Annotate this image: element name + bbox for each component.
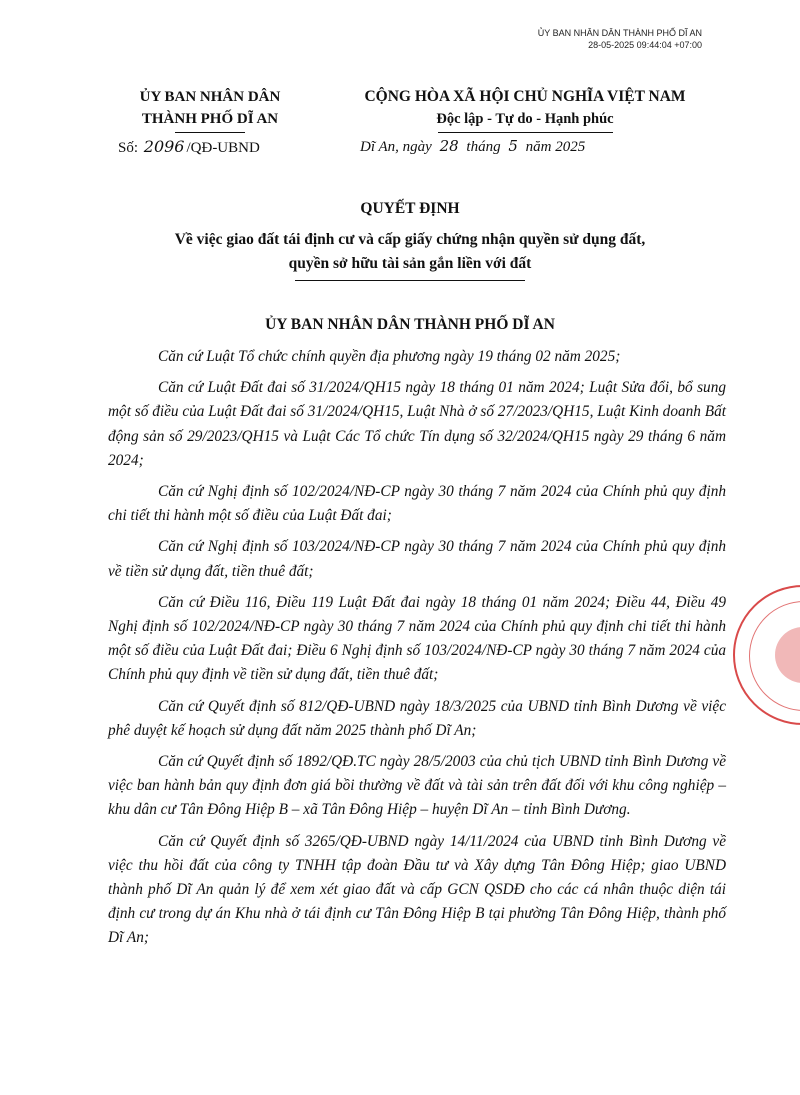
document-number (118, 137, 260, 157)
number-prefix: Số: (118, 140, 139, 156)
official-seal (733, 585, 800, 725)
legal-basis-paragraph: Căn cứ Quyết định số 812/QĐ-UBND ngày 18/3/2025 của UBND tỉnh Bình Dương về việc phê duyệt kế hoạch sử dụng đất năm 2025 thành phố Dĩ An; (108, 697, 726, 739)
legal-bases (108, 345, 726, 958)
legal-basis-paragraph: Căn cứ Nghị định số 102/2024/NĐ-CP ngày 30 tháng 7 năm 2024 của Chính phủ quy định chi tiết thi hành một số điều của Luật Đất đai; (108, 483, 726, 525)
authority-heading: ỦY BAN NHÂN DÂN THÀNH PHỐ DĨ AN (265, 316, 555, 333)
republic-title: CỘNG HÒA XÃ HỘI CHỦ NGHĨA VIỆT NAM (364, 88, 686, 105)
motto-underline (438, 132, 613, 133)
legal-basis-paragraph: Căn cứ Nghị định số 103/2024/NĐ-CP ngày 30 tháng 7 năm 2024 của Chính phủ quy định về tiền sử dụng đất, tiền thuê đất; (108, 538, 726, 580)
national-heading (320, 86, 730, 133)
date-year: năm 2025 (525, 139, 586, 155)
document-title: QUYẾT ĐỊNH (360, 200, 460, 217)
agency-line1: ỦY BAN NHÂN DÂN (139, 89, 281, 105)
agency-underline (175, 132, 245, 133)
subject-line1: Về việc giao đất tái định cư và cấp giấy chứng nhận quyền sử dụng đất, (174, 231, 646, 248)
signature-timestamp: 28-05-2025 09:44:04 +07:00 (588, 40, 702, 50)
legal-basis-paragraph: Căn cứ Luật Tổ chức chính quyền địa phương ngày 19 tháng 02 năm 2025; (158, 348, 621, 365)
date-day: 28 (439, 137, 459, 155)
subject-underline (295, 280, 525, 281)
date-place: Dĩ An, ngày (360, 139, 432, 155)
issuing-agency (100, 86, 320, 133)
legal-basis-paragraph: Căn cứ Luật Đất đai số 31/2024/QH15 ngày 18 tháng 01 năm 2024; Luật Sửa đổi, bổ sung một số điều của Luật Đất đai số 31/2024/QH15, Luật Nhà ở số 27/2023/QH15, Luật Kinh doanh Bất động sản số 29/2023/QH15 và Luật Các Tổ chức Tín dụng số 32/2024/QH15 ngày 29 tháng 6 năm 2024; (108, 379, 726, 469)
document-date (360, 137, 585, 156)
date-month: 5 (508, 137, 518, 155)
legal-basis-paragraph: Căn cứ Quyết định số 1892/QĐ.TC ngày 28/5/2003 của chủ tịch UBND tỉnh Bình Dương về việc ban hành bản quy định đơn giá bồi thường về đất và tài sản trên đất đối với khu công nghiệp – khu dân cư Tân Đông Hiệp B – xã Tân Đông Hiệp – huyện Dĩ An – tỉnh Bình Dương. (108, 753, 726, 819)
national-motto: Độc lập - Tự do - Hạnh phúc (436, 111, 614, 127)
agency-line2: THÀNH PHỐ DĨ AN (141, 111, 279, 127)
number-suffix: /QĐ-UBND (186, 140, 260, 156)
number-value: 2096 (143, 137, 185, 156)
date-month-word: tháng (466, 139, 501, 155)
document-subject (60, 228, 760, 281)
legal-basis-paragraph: Căn cứ Điều 116, Điều 119 Luật Đất đai ngày 18 tháng 01 năm 2024; Điều 44, Điều 49 Nghị định số 102/2024/NĐ-CP ngày 30 tháng 7 năm 2024 của Chính phủ quy định chi tiết thi hành một số điều của Luật Đất đai; Điều 6 Nghị định số 103/2024/NĐ-CP ngày 30 tháng 7 năm 2024 của Chính phủ quy định về tiền sử dụng đất, tiền thuê đất; (108, 593, 726, 684)
legal-basis-paragraph: Căn cứ Quyết định số 3265/QĐ-UBND ngày 14/11/2024 của UBND tỉnh Bình Dương về việc thu hồi đất của công ty TNHH tập đoàn Đầu tư và Xây dựng Tân Đông Hiệp; giao UBND thành phố Dĩ An quản lý để xem xét giao đất và cấp GCN QSDĐ cho các cá nhân thuộc diện tái định cư trong dự án Khu nhà ở tái định cư Tân Đông Hiệp B tại phường Tân Đông Hiệp, thành phố Dĩ An; (108, 832, 726, 947)
signature-signer: ỦY BAN NHÂN DÂN THÀNH PHỐ DĨ AN (537, 28, 702, 38)
digital-signature-block (538, 27, 702, 51)
subject-line2: quyền sở hữu tài sản gắn liền với đất (288, 255, 532, 272)
